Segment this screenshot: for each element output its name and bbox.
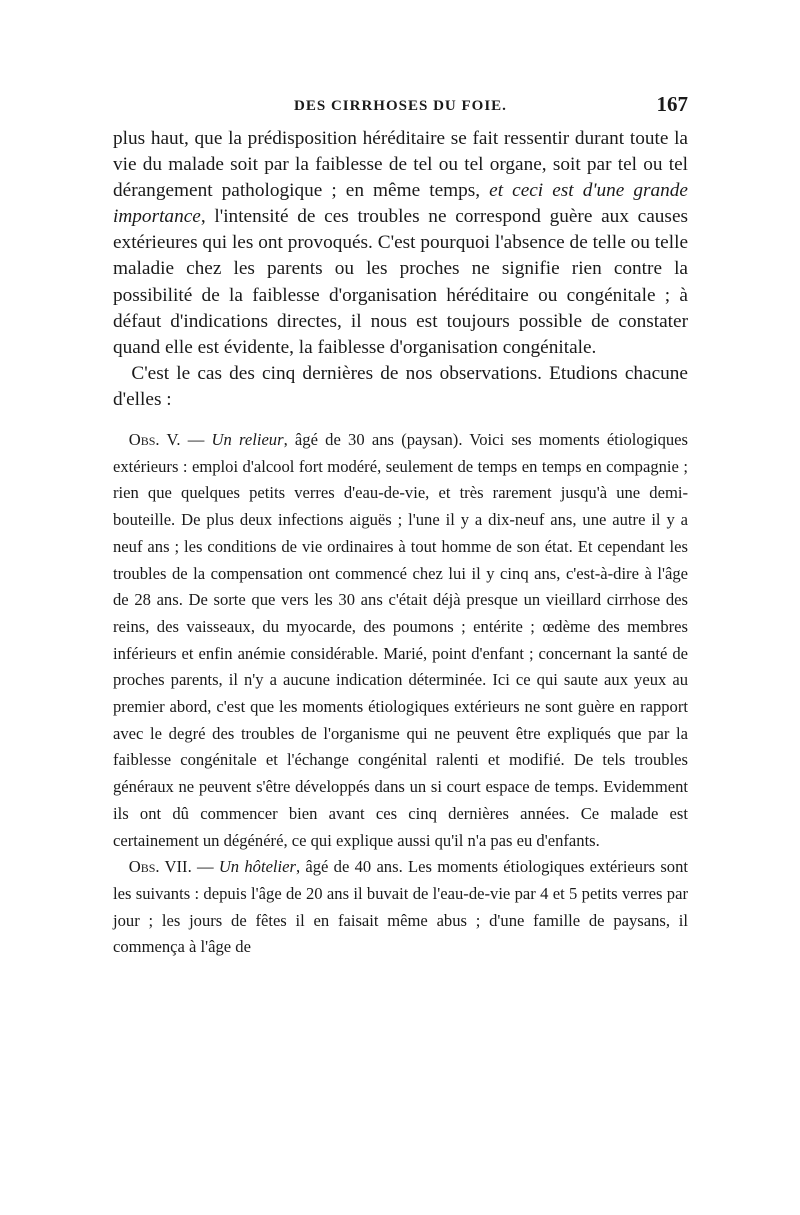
- observation-subject: Un relieur: [211, 430, 284, 450]
- section-spacer: [113, 413, 688, 427]
- body-paragraph: C'est le cas des cinq dernières de nos observations. Etudions chacune d'elles :: [113, 362, 688, 410]
- observation-paragraph: [113, 854, 688, 961]
- running-header: [113, 92, 688, 126]
- emphasized-phrase: et ceci est d'une grande importance: [113, 180, 688, 228]
- observation-label: Obs. V.: [128, 430, 181, 450]
- observation-label: Obs. VII.: [128, 857, 192, 877]
- paragraph-lead: plus haut, que la prédisposition héréditaire se fait ressentir durant toute la vie du malade soit par la faiblesse de tel ou tel organe, soit par tel ou tel dérangement pathologique ; en même temps,: [113, 128, 688, 202]
- observation-dash: —: [191, 857, 219, 877]
- book-page: [113, 92, 688, 961]
- observation-paragraph: [113, 427, 688, 854]
- observation-text: , âgé de 30 ans (paysan). Voici ses moments étiologiques extérieurs : emploi d'alcool fort modéré, seulement de temps en temps en compagnie ; rien que quelques petits verres d'eau-de-vie, et très rarement jusqu'à une demi-bouteille. De plus deux infections aiguës ; l'une il y a dix-neuf ans, une autre il y a neuf ans ; les conditions de vie ordinaires à tout homme de son état. Et cependant les troubles de la compensation ont commencé chez lui il y cinq ans, c'est-à-dire à l'âge de 28 ans. De sorte que vers les 30 ans c'était déjà presque un vieillard cirrhose des reins, des vaisseaux, du myocarde, des poumons ; entérite ; œdème des membres inférieurs et enfin anémie considérable. Marié, point d'enfant ; concernant la santé de proches parents, il n'y a aucune indication déterminée. Ici ce qui saute aux yeux au premier abord, c'est que les moments étiologiques extérieurs ne sont guère en rapport avec le degré des troubles de l'organisme qui ne peuvent être expliqués que par la faiblesse congénitale et l'échange congénital ralenti et modifié. De tels troubles généraux ne peuvent s'être développés dans un si court espace de temps. Evidemment ils ont dû commencer bien avant ces cinq dernières années. Ce malade est certainement un dégénéré, ce qui explique aussi qu'il n'a pas eu d'enfants.: [113, 430, 688, 850]
- observation-subject: Un hôtelier: [218, 857, 296, 877]
- body-paragraph: [113, 126, 688, 361]
- observation-text: , âgé de 40 ans. Les moments étiologiques extérieurs sont les suivants : depuis l'âge de 20 ans il buvait de l'eau-de-vie par 4 et 5 petits verres par jour ; les jours de fêtes il en faisait même abus ; d'une famille de paysans, il commença à l'âge de: [113, 857, 688, 957]
- observation-dash: —: [180, 430, 212, 450]
- page-number: 167: [656, 92, 688, 116]
- running-title: DES CIRRHOSES DU FOIE.: [294, 98, 507, 114]
- paragraph-continuation: , l'intensité de ces troubles ne correspond guère aux causes extérieures qui les ont provoqués. C'est pourquoi l'absence de telle ou telle maladie chez les parents ou les proches ne signifie rien contre la possibilité de la faiblesse d'organisation héréditaire ou congénitale ; à défaut d'indications directes, il nous est toujours possible de constater quand elle est évidente, la faiblesse d'organisation congénitale.: [113, 206, 688, 358]
